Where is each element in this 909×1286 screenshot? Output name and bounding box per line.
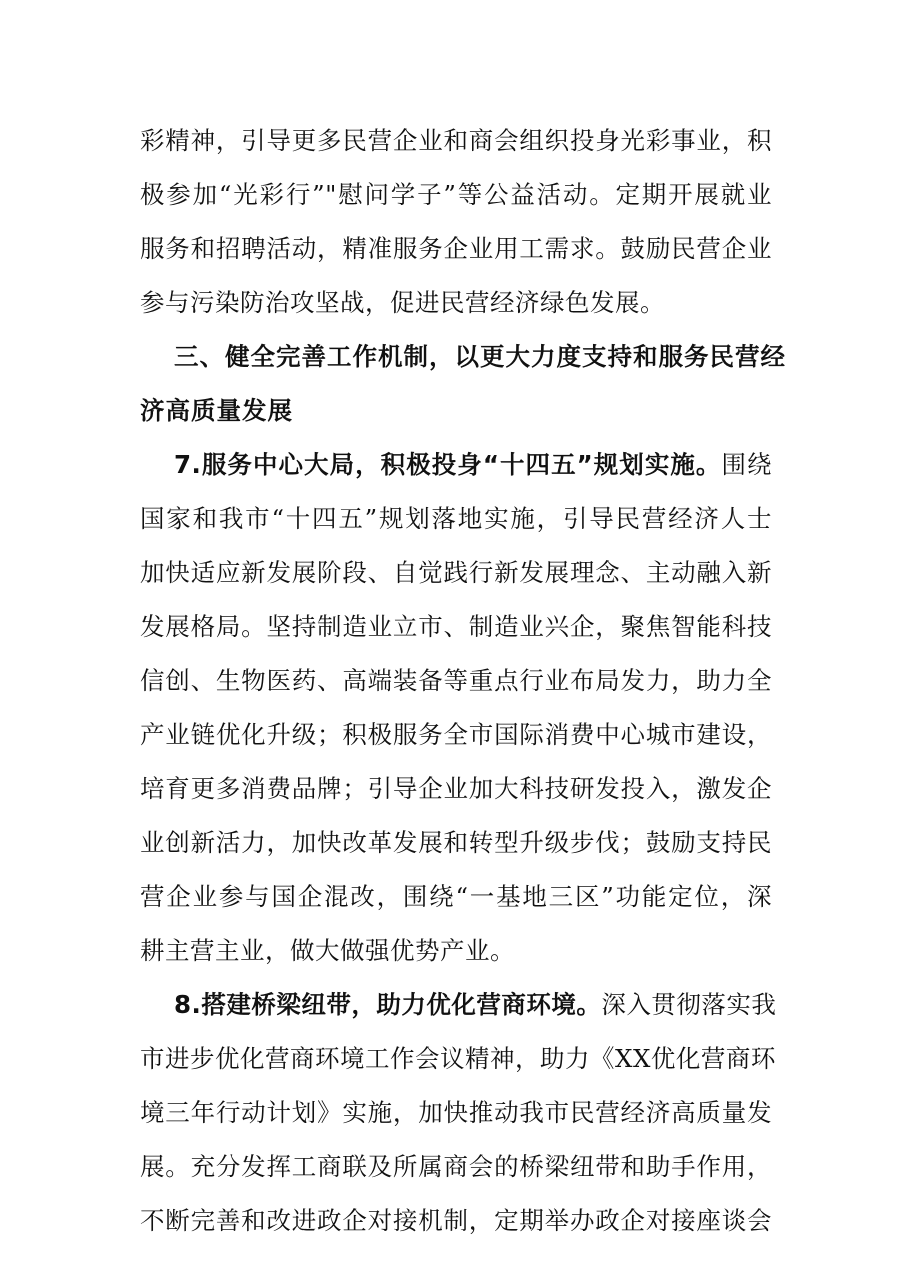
text-line: 营企业参与国企混改，围绕“一基地三区”功能定位，深	[140, 882, 772, 911]
item-7-first-line	[174, 450, 772, 480]
text-line: 发展格局。坚持制造业立市、制造业兴企，聚焦智能科技	[140, 612, 772, 641]
text-line: 彩精神，引导更多民营企业和商会组织投身光彩事业，积	[140, 126, 772, 155]
text-line: 产业链优化升级；积极服务全市国际消费中心城市建设，	[140, 720, 772, 749]
text-span: 围绕	[721, 450, 772, 479]
text-line: 耕主营主业，做大做强优势产业。	[140, 936, 515, 965]
text-line: 参与污染防治攻坚战，促进民营经济绿色发展。	[140, 288, 665, 317]
text-line: 国家和我市“十四五”规划落地实施，引导民营经济人士	[140, 504, 772, 533]
text-line: 市进步优化营商环境工作会议精神，助力《XX优化营商环	[140, 1044, 776, 1073]
text-line: 培育更多消费品牌；引导企业加大科技研发投入，激发企	[140, 774, 772, 803]
section-heading: 济高质量发展	[140, 396, 293, 425]
text-line: 境三年行动计划》实施，加快推动我市民营经济高质量发	[140, 1098, 772, 1127]
text-line: 业创新活力，加快改革发展和转型升级步伐；鼓励支持民	[140, 828, 772, 857]
text-line: 不断完善和改进政企对接机制，定期举办政企对接座谈会	[140, 1206, 772, 1235]
text-span: 深入贯彻落实我	[601, 990, 777, 1019]
item-8-title: 8.搭建桥梁纽带，助力优化营商环境。	[174, 990, 602, 1019]
text-line: 服务和招聘活动，精准服务企业用工需求。鼓励民营企业	[140, 234, 772, 263]
text-line: 极参加“光彩行”"慰问学子”等公益活动。定期开展就业	[140, 180, 772, 209]
item-8-first-line	[174, 990, 777, 1020]
text-line: 加快适应新发展阶段、自觉践行新发展理念、主动融入新	[140, 558, 772, 587]
section-heading: 三、健全完善工作机制，以更大力度支持和服务民营经	[174, 342, 786, 371]
text-line: 信创、生物医药、高端装备等重点行业布局发力，助力全	[140, 666, 772, 695]
text-line: 展。充分发挥工商联及所属商会的桥梁纽带和助手作用，	[140, 1152, 772, 1181]
item-7-title: 7.服务中心大局，积极投身“十四五”规划实施。	[174, 450, 722, 479]
